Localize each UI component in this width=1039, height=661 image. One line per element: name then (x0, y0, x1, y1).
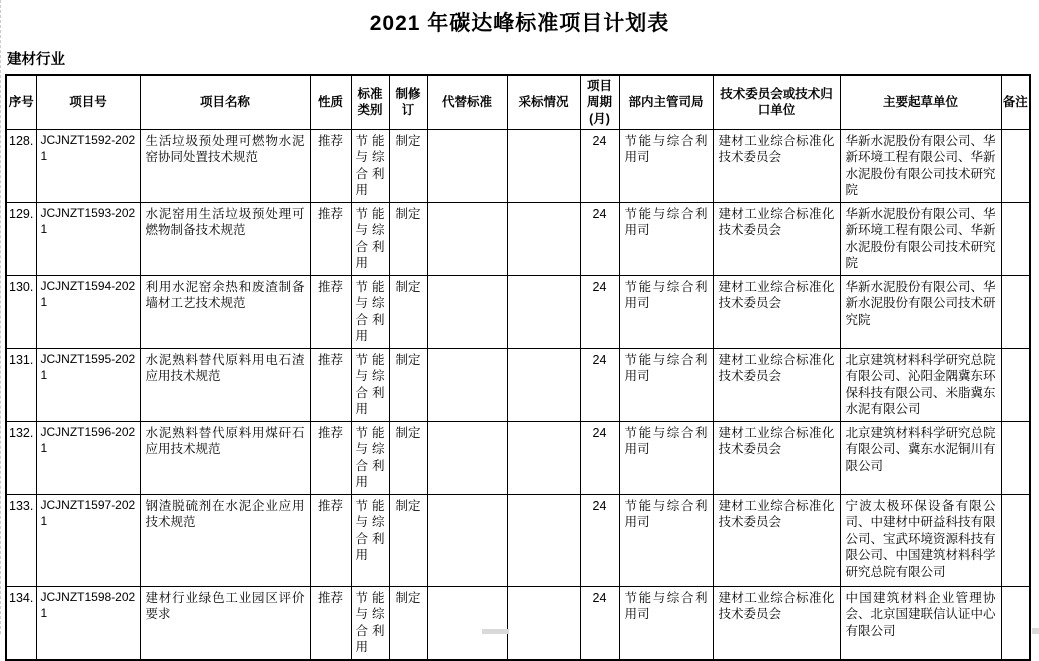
cell-nature: 推荐 (310, 202, 351, 275)
cell-period-months: 24 (580, 129, 619, 202)
cell-remark (1001, 348, 1030, 421)
project-plan-table (5, 74, 1031, 661)
cell-adoption-status (507, 129, 580, 202)
cell-department: 节能与综合利用司 (619, 494, 713, 586)
cell-project-name: 水泥熟料替代原料用电石渣应用技术规范 (140, 348, 310, 421)
cell-replaced-standard (427, 129, 507, 202)
cell-nature: 推荐 (310, 129, 351, 202)
cell-period-months: 24 (580, 275, 619, 348)
cell-adoption-status (507, 275, 580, 348)
cell-revision: 制定 (389, 494, 427, 586)
cell-adoption-status (507, 348, 580, 421)
page-title: 2021 年碳达峰标准项目计划表 (369, 12, 670, 35)
header-remark: 备注 (1001, 75, 1030, 129)
cell-remark (1001, 494, 1030, 586)
cell-committee: 建材工业综合标准化技术委员会 (713, 129, 840, 202)
cell-committee: 建材工业综合标准化技术委员会 (713, 202, 840, 275)
cell-replaced-standard (427, 348, 507, 421)
cell-drafting-units: 宁波太极环保设备有限公司、中建材中研益科技有限公司、宝武环境资源科技有限公司、中国建筑材料科学研究总院有限公司 (840, 494, 1001, 586)
cell-category: 节能与综合利用 (351, 275, 389, 348)
cell-remark (1001, 421, 1030, 494)
cell-project-code: JCJNZT1592-2021 (36, 129, 140, 202)
cell-remark (1001, 586, 1030, 660)
cell-project-name: 水泥熟料替代原料用煤矸石应用技术规范 (140, 421, 310, 494)
cell-revision: 制定 (389, 202, 427, 275)
cell-adoption-status (507, 494, 580, 586)
cell-department: 节能与综合利用司 (619, 275, 713, 348)
cell-drafting-units: 北京建筑材料科学研究总院有限公司、冀东水泥铜川有限公司 (840, 421, 1001, 494)
cell-committee: 建材工业综合标准化技术委员会 (713, 586, 840, 660)
cell-project-code: JCJNZT1593-2021 (36, 202, 140, 275)
cell-project-code: JCJNZT1596-2021 (36, 421, 140, 494)
cell-serial: 133. (6, 494, 36, 586)
header-revision: 制修订 (389, 75, 427, 129)
cell-drafting-units: 华新水泥股份有限公司、华新水泥股份有限公司技术研究院 (840, 275, 1001, 348)
cell-drafting-units: 中国建筑材料企业管理协会、北京国建联信认证中心有限公司 (840, 586, 1001, 660)
cell-adoption-status (507, 586, 580, 660)
cell-serial: 131. (6, 348, 36, 421)
cell-nature: 推荐 (310, 586, 351, 660)
cell-revision: 制定 (389, 275, 427, 348)
cell-department: 节能与综合利用司 (619, 586, 713, 660)
header-serial: 序号 (6, 75, 36, 129)
cell-project-code: JCJNZT1594-2021 (36, 275, 140, 348)
header-department: 部内主管司局 (619, 75, 713, 129)
table-row (6, 494, 1030, 586)
header-drafting-units: 主要起草单位 (840, 75, 1001, 129)
cell-period-months: 24 (580, 348, 619, 421)
cell-replaced-standard (427, 421, 507, 494)
cell-serial: 129. (6, 202, 36, 275)
cell-project-name: 生活垃圾预处理可燃物水泥窑协同处置技术规范 (140, 129, 310, 202)
cell-project-name: 建材行业绿色工业园区评价要求 (140, 586, 310, 660)
cell-period-months: 24 (580, 494, 619, 586)
cell-committee: 建材工业综合标准化技术委员会 (713, 421, 840, 494)
cell-adoption-status (507, 202, 580, 275)
header-project-code: 项目号 (36, 75, 140, 129)
cell-category: 节能与综合利用 (351, 348, 389, 421)
table-row (6, 348, 1030, 421)
cell-department: 节能与综合利用司 (619, 202, 713, 275)
cell-replaced-standard (427, 494, 507, 586)
header-adoption-status: 采标情况 (507, 75, 580, 129)
cell-serial: 130. (6, 275, 36, 348)
cell-category: 节能与综合利用 (351, 202, 389, 275)
cell-adoption-status (507, 421, 580, 494)
cell-revision: 制定 (389, 348, 427, 421)
cell-remark (1001, 202, 1030, 275)
cell-department: 节能与综合利用司 (619, 129, 713, 202)
table-row (6, 421, 1030, 494)
header-period-months: 项目周期(月) (580, 75, 619, 129)
page-edge-divider (0, 0, 1, 634)
header-committee: 技术委员会或技术归口单位 (713, 75, 840, 129)
cell-project-name: 钢渣脱硫剂在水泥企业应用技术规范 (140, 494, 310, 586)
table-row (6, 586, 1030, 660)
cell-revision: 制定 (389, 586, 427, 660)
cell-drafting-units: 华新水泥股份有限公司、华新环境工程有限公司、华新水泥股份有限公司技术研究院 (840, 129, 1001, 202)
cell-drafting-units: 华新水泥股份有限公司、华新环境工程有限公司、华新水泥股份有限公司技术研究院 (840, 202, 1001, 275)
scrollbar-corner-fragment[interactable] (1032, 628, 1039, 634)
table-row (6, 202, 1030, 275)
cell-project-code: JCJNZT1598-2021 (36, 586, 140, 660)
cell-remark (1001, 275, 1030, 348)
header-category: 标准类别 (351, 75, 389, 129)
table-row (6, 275, 1030, 348)
cell-serial: 134. (6, 586, 36, 660)
cell-nature: 推荐 (310, 275, 351, 348)
cell-period-months: 24 (580, 421, 619, 494)
cell-revision: 制定 (389, 421, 427, 494)
cell-category: 节能与综合利用 (351, 494, 389, 586)
cell-replaced-standard (427, 586, 507, 660)
cell-replaced-standard (427, 202, 507, 275)
cell-committee: 建材工业综合标准化技术委员会 (713, 494, 840, 586)
cell-committee: 建材工业综合标准化技术委员会 (713, 275, 840, 348)
cell-serial: 128. (6, 129, 36, 202)
cell-nature: 推荐 (310, 494, 351, 586)
section-label-industry: 建材行业 (7, 52, 65, 68)
cell-category: 节能与综合利用 (351, 421, 389, 494)
cell-period-months: 24 (580, 586, 619, 660)
cell-project-name: 利用水泥窑余热和废渣制备墙材工艺技术规范 (140, 275, 310, 348)
cell-committee: 建材工业综合标准化技术委员会 (713, 348, 840, 421)
cell-project-name: 水泥窑用生活垃圾预处理可燃物制备技术规范 (140, 202, 310, 275)
cell-nature: 推荐 (310, 421, 351, 494)
cell-drafting-units: 北京建筑材料科学研究总院有限公司、沁阳金隅冀东环保科技有限公司、米脂冀东水泥有限公司 (840, 348, 1001, 421)
cell-project-code: JCJNZT1597-2021 (36, 494, 140, 586)
header-nature: 性质 (310, 75, 351, 129)
cell-nature: 推荐 (310, 348, 351, 421)
header-replaced-standard: 代替标准 (427, 75, 507, 129)
scrollbar-thumb-fragment[interactable] (482, 629, 509, 634)
cell-remark (1001, 129, 1030, 202)
header-project-name: 项目名称 (140, 75, 310, 129)
cell-period-months: 24 (580, 202, 619, 275)
cell-department: 节能与综合利用司 (619, 348, 713, 421)
table-row (6, 129, 1030, 202)
cell-serial: 132. (6, 421, 36, 494)
cell-replaced-standard (427, 275, 507, 348)
cell-category: 节能与综合利用 (351, 586, 389, 660)
cell-project-code: JCJNZT1595-2021 (36, 348, 140, 421)
table-header-row (6, 75, 1030, 129)
cell-category: 节能与综合利用 (351, 129, 389, 202)
cell-revision: 制定 (389, 129, 427, 202)
cell-department: 节能与综合利用司 (619, 421, 713, 494)
